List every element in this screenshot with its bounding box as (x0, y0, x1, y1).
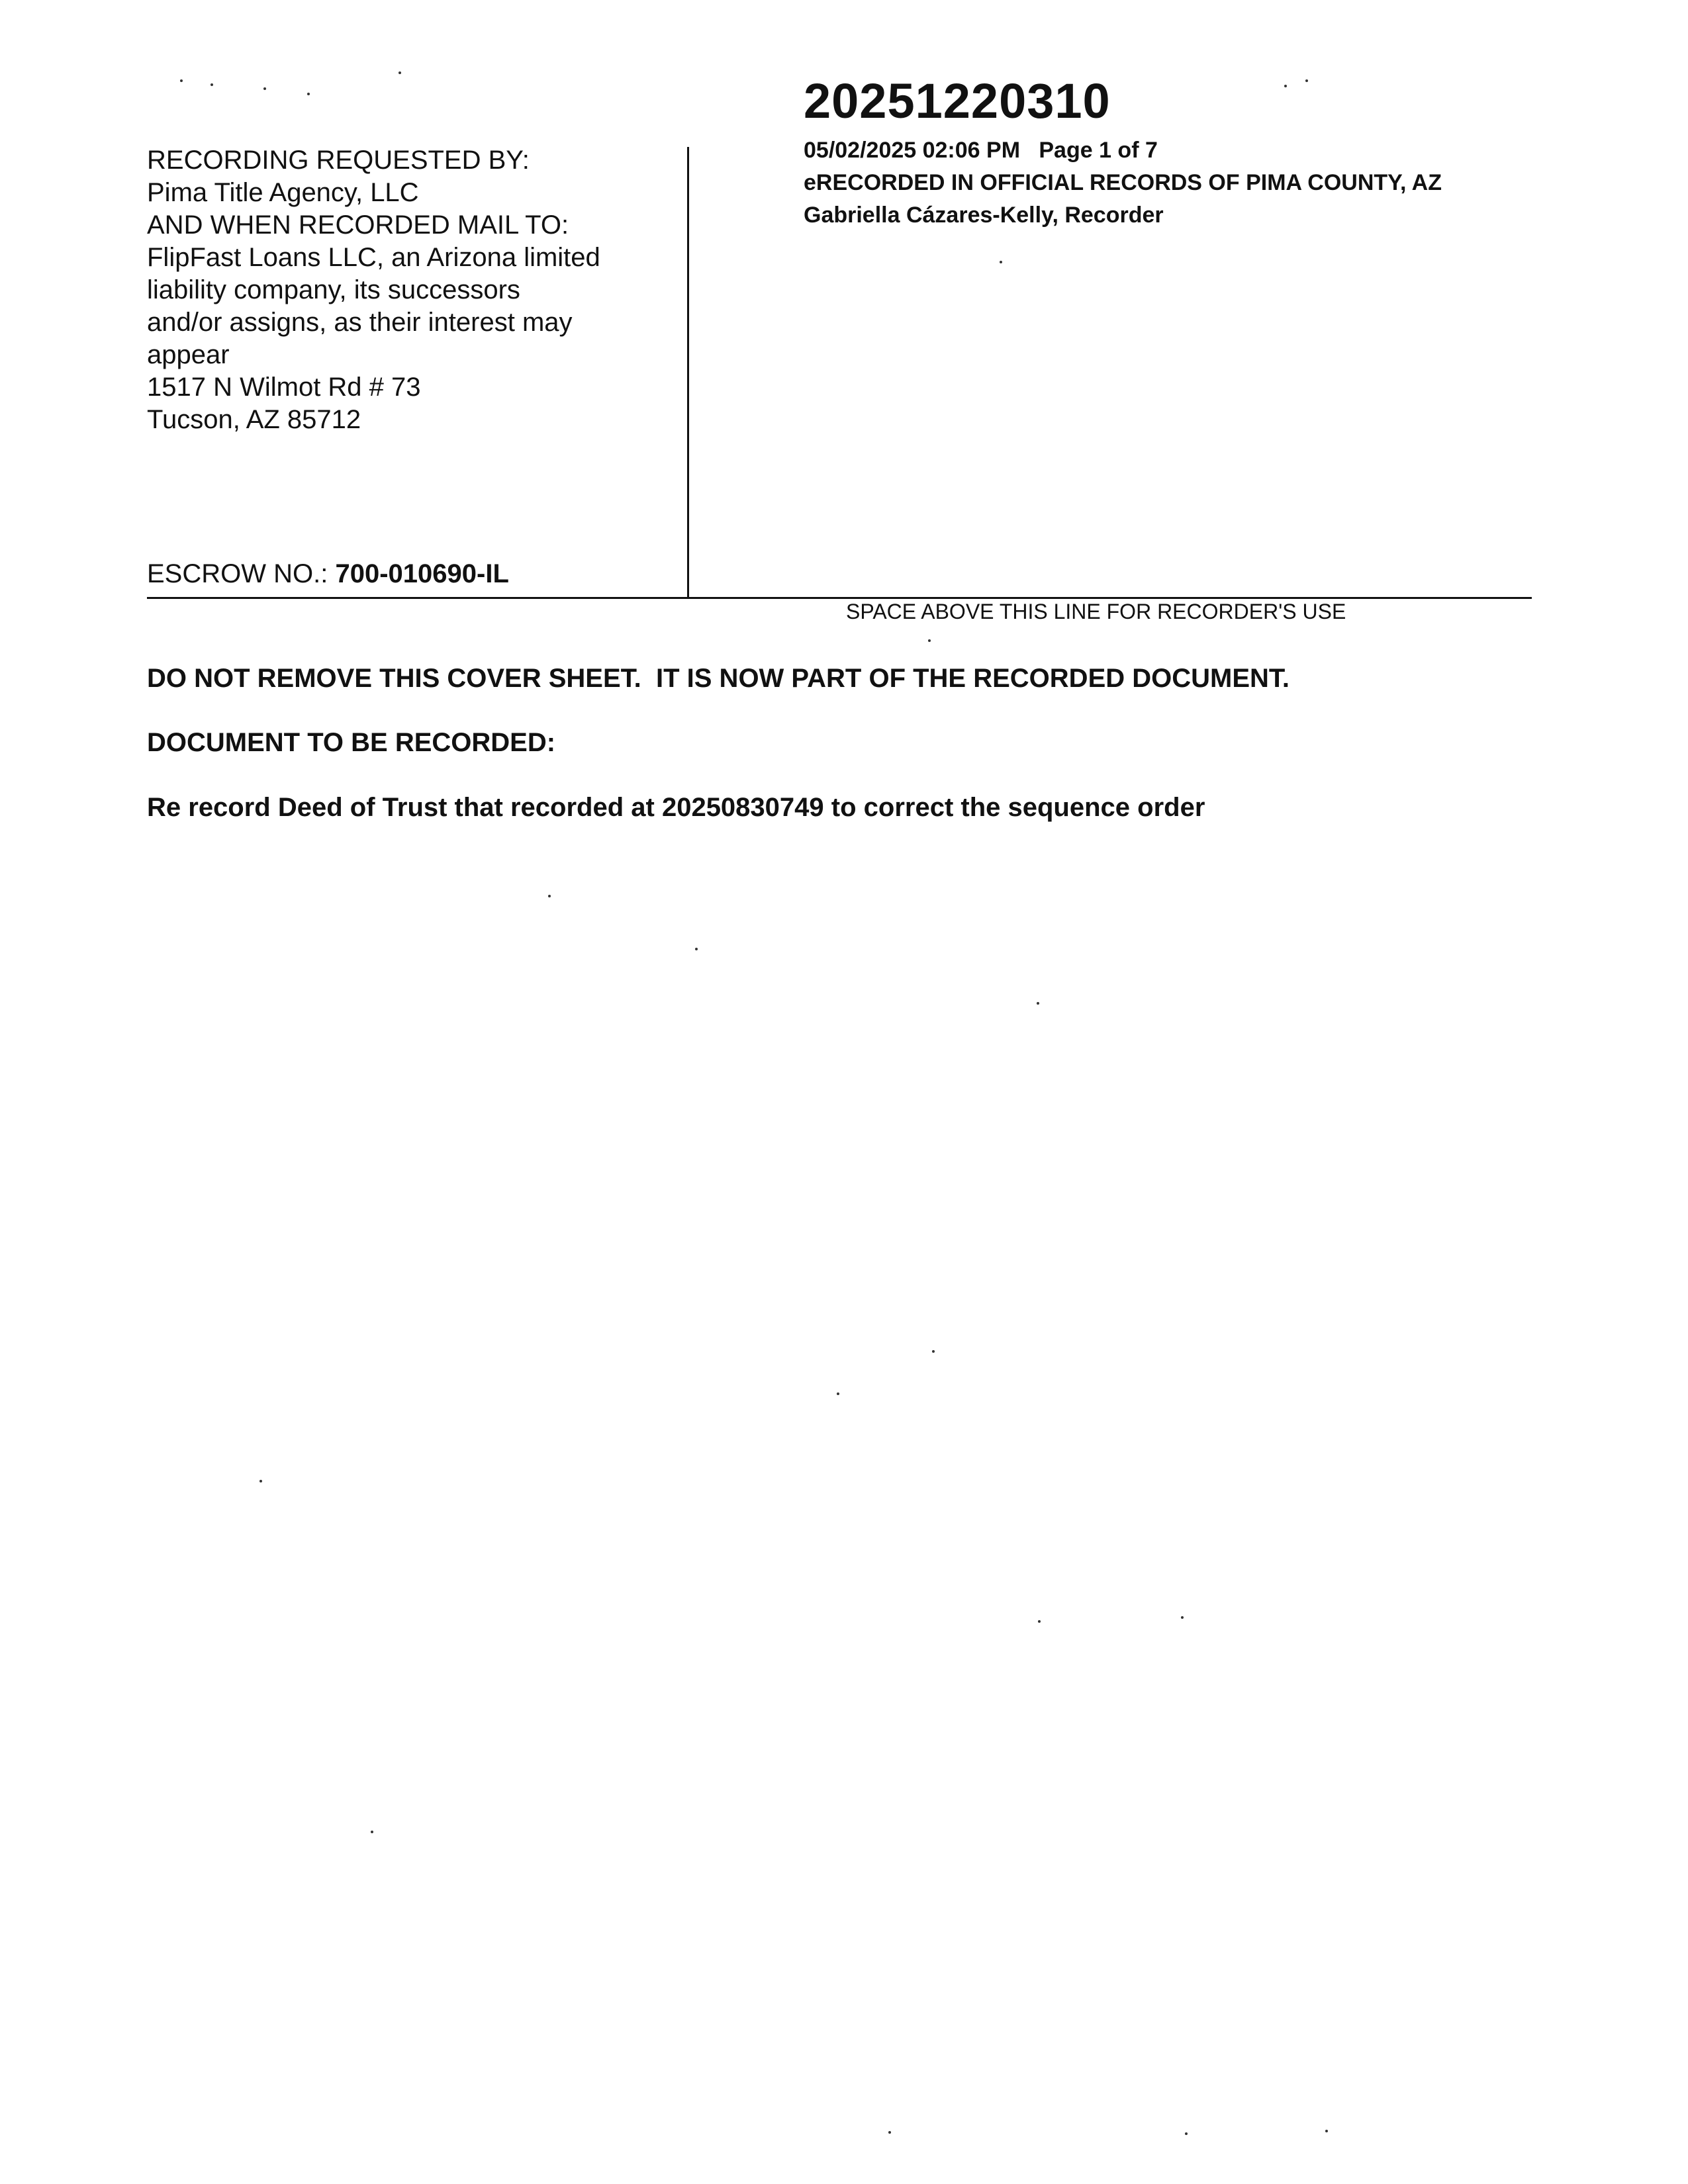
scan-speck (837, 1392, 839, 1395)
scan-speck (399, 71, 401, 74)
escrow-number: 700-010690-IL (335, 559, 509, 588)
scan-speck (307, 93, 310, 95)
recorder-name: Gabriella Cázares-Kelly, Recorder (804, 203, 1164, 228)
scan-speck (932, 1350, 935, 1353)
scan-speck (1185, 2132, 1188, 2135)
mail-to-line-2: liability company, its successors (147, 275, 520, 304)
scan-speck (1000, 261, 1002, 263)
scan-speck (928, 639, 931, 642)
scan-speck (1037, 1002, 1039, 1005)
scan-speck (888, 2131, 891, 2134)
escrow-label: ESCROW NO.: (147, 559, 328, 588)
recording-document-number: 20251220310 (804, 73, 1111, 128)
document-to-be-recorded-label: DOCUMENT TO BE RECORDED: (147, 728, 556, 757)
scan-speck (1038, 1620, 1041, 1623)
scan-speck (1325, 2130, 1328, 2132)
cover-sheet-notice: DO NOT REMOVE THIS COVER SHEET. IT IS NOW PART OF THE RECORDED DOCUMENT. (147, 664, 1290, 693)
mail-to-line-1: FlipFast Loans LLC, an Arizona limited (147, 243, 600, 272)
recorder-use-note: SPACE ABOVE THIS LINE FOR RECORDER'S USE (846, 600, 1346, 623)
official-records-line: eRECORDED IN OFFICIAL RECORDS OF PIMA COUNTY, AZ (804, 170, 1442, 195)
mail-to-city: Tucson, AZ 85712 (147, 405, 361, 434)
scan-speck (1284, 85, 1287, 87)
recording-requested-by-label: RECORDING REQUESTED BY: (147, 146, 530, 175)
document-description: Re record Deed of Trust that recorded at 20250830749 to correct the sequence order (147, 793, 1205, 822)
scan-speck (548, 895, 551, 897)
scan-speck (211, 83, 213, 86)
vertical-divider (687, 147, 689, 597)
scan-speck (1181, 1616, 1184, 1619)
requesting-party: Pima Title Agency, LLC (147, 178, 419, 207)
recording-date-page: 05/02/2025 02:06 PM Page 1 of 7 (804, 138, 1158, 163)
scan-speck (1305, 79, 1308, 82)
scan-speck (259, 1480, 262, 1482)
mail-to-line-3: and/or assigns, as their interest may (147, 308, 573, 337)
scan-speck (371, 1831, 373, 1833)
mail-to-label: AND WHEN RECORDED MAIL TO: (147, 210, 569, 240)
scan-speck (695, 948, 698, 950)
recorder-use-rule (147, 597, 1532, 599)
mail-to-street: 1517 N Wilmot Rd # 73 (147, 373, 421, 402)
recording-requested-block (147, 144, 600, 436)
scan-speck (263, 87, 266, 90)
escrow-number-line (147, 559, 509, 589)
mail-to-line-4: appear (147, 340, 230, 369)
scan-speck (180, 79, 183, 82)
